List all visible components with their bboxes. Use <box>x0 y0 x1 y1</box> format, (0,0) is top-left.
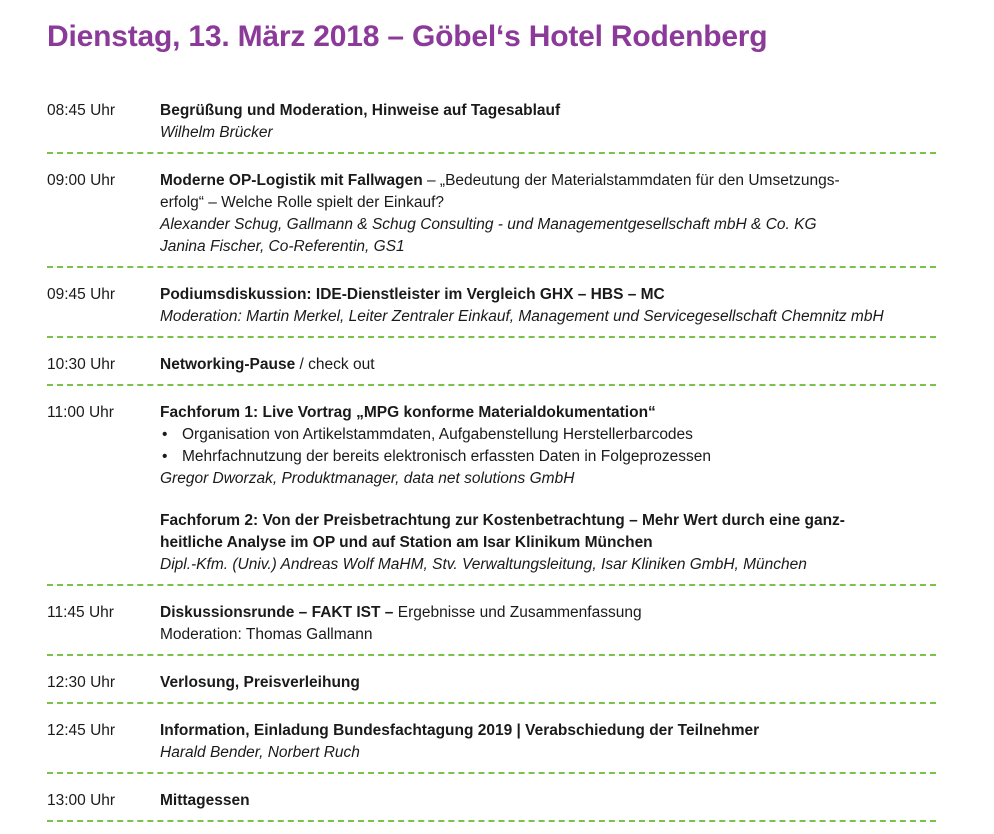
agenda-moderation: Moderation: Thomas Gallmann <box>160 626 373 643</box>
agenda-item <box>47 398 936 586</box>
agenda-title-bold: Moderne OP-Logistik mit Fallwagen <box>160 172 423 189</box>
agenda-content <box>160 672 936 694</box>
agenda-content <box>160 100 936 144</box>
agenda-title <box>160 720 936 742</box>
agenda-time: 12:30 Uhr <box>47 674 116 691</box>
agenda-title <box>160 284 936 306</box>
bullet-text: Organisation von Artikelstammdaten, Aufgabenstellung Herstellerbarcodes <box>182 426 693 443</box>
agenda-title-rest: Ergebnisse und Zusammenfassung <box>393 604 642 621</box>
agenda-title-bold: Verlosung, Preisverleihung <box>160 674 360 691</box>
agenda-title-continued: erfolg“ – Welche Rolle spielt der Einkauf? <box>160 194 445 211</box>
agenda-content <box>160 720 936 764</box>
agenda-content <box>160 790 936 812</box>
agenda-list <box>47 96 936 834</box>
agenda-title-bold: Fachforum 1: Live Vortrag „MPG konforme Materialdokumentation“ <box>160 404 656 421</box>
agenda-item <box>47 786 936 822</box>
agenda-title-bold: heitliche Analyse im OP und auf Station am Isar Klinikum München <box>160 534 653 551</box>
agenda-time: 11:45 Uhr <box>47 604 114 621</box>
agenda-content <box>160 284 936 328</box>
agenda-item <box>47 668 936 704</box>
agenda-time: 13:00 Uhr <box>47 792 116 809</box>
agenda-speaker: Janina Fischer, Co-Referentin, GS1 <box>160 238 405 255</box>
agenda-item <box>47 350 936 386</box>
forum-1-bullet <box>160 446 936 468</box>
agenda-speaker: Alexander Schug, Gallmann & Schug Consulting - und Managementgesellschaft mbH & Co. KG <box>160 216 817 233</box>
agenda-title-rest: / check out <box>295 356 375 373</box>
forum-2-title <box>160 510 936 532</box>
agenda-item <box>47 166 936 268</box>
agenda-title-rest: – „Bedeutung der Materialstammdaten für den Umsetzungs- <box>422 172 840 189</box>
bullet-icon: • <box>162 448 168 465</box>
agenda-title <box>160 100 936 122</box>
agenda-speaker: Moderation: Martin Merkel, Leiter Zentraler Einkauf, Management und Servicegesellschaft Chemnitz mbH <box>160 308 884 325</box>
agenda-time: 09:45 Uhr <box>47 286 116 303</box>
agenda-time: 11:00 Uhr <box>47 404 114 421</box>
agenda-item <box>47 280 936 338</box>
agenda-title-bold: Networking-Pause <box>160 356 296 373</box>
agenda-item <box>47 96 936 154</box>
agenda-content <box>160 402 936 576</box>
bullet-icon: • <box>162 426 168 443</box>
agenda-title-bold: Diskussionsrunde – FAKT IST – <box>160 604 394 621</box>
bullet-text: Mehrfachnutzung der bereits elektronisch erfassten Daten in Folgeprozessen <box>182 448 712 465</box>
forum-2-speaker: Dipl.-Kfm. (Univ.) Andreas Wolf MaHM, Stv. Verwaltungsleitung, Isar Kliniken GmbH, München <box>160 556 807 573</box>
agenda-title <box>160 170 936 192</box>
agenda-title <box>160 602 936 624</box>
agenda-title-bold: Mittagessen <box>160 792 250 809</box>
agenda-title <box>160 354 936 376</box>
forum-spacer <box>160 490 936 510</box>
agenda-time: 09:00 Uhr <box>47 172 116 189</box>
agenda-content <box>160 170 936 258</box>
agenda-content <box>160 602 936 646</box>
forum-2-title-continued <box>160 532 936 554</box>
agenda-title <box>160 672 936 694</box>
agenda-item <box>47 716 936 774</box>
agenda-time: 12:45 Uhr <box>47 722 116 739</box>
agenda-time: 10:30 Uhr <box>47 356 116 373</box>
agenda-title-bold: Podiumsdiskussion: IDE-Dienstleister im Vergleich GHX – HBS – MC <box>160 286 665 303</box>
agenda-time: 08:45 Uhr <box>47 102 116 119</box>
agenda-title-bold: Begrüßung und Moderation, Hinweise auf Tagesablauf <box>160 102 561 119</box>
forum-1-title <box>160 402 936 424</box>
agenda-title <box>160 790 936 812</box>
agenda-item <box>47 598 936 656</box>
forum-1-speaker: Gregor Dworzak, Produktmanager, data net solutions GmbH <box>160 470 575 487</box>
agenda-title-bold: Information, Einladung Bundesfachtagung 2019 | Verabschiedung der Teilnehmer <box>160 722 760 739</box>
agenda-speaker: Wilhelm Brücker <box>160 124 273 141</box>
agenda-title-bold: Fachforum 2: Von der Preisbetrachtung zur Kostenbetrachtung – Mehr Wert durch eine ganz- <box>160 512 845 529</box>
agenda-content <box>160 354 936 376</box>
agenda-speaker: Harald Bender, Norbert Ruch <box>160 744 360 761</box>
forum-1-bullet <box>160 424 936 446</box>
page-title: Dienstag, 13. März 2018 – Göbel‘s Hotel Rodenberg <box>47 20 768 53</box>
